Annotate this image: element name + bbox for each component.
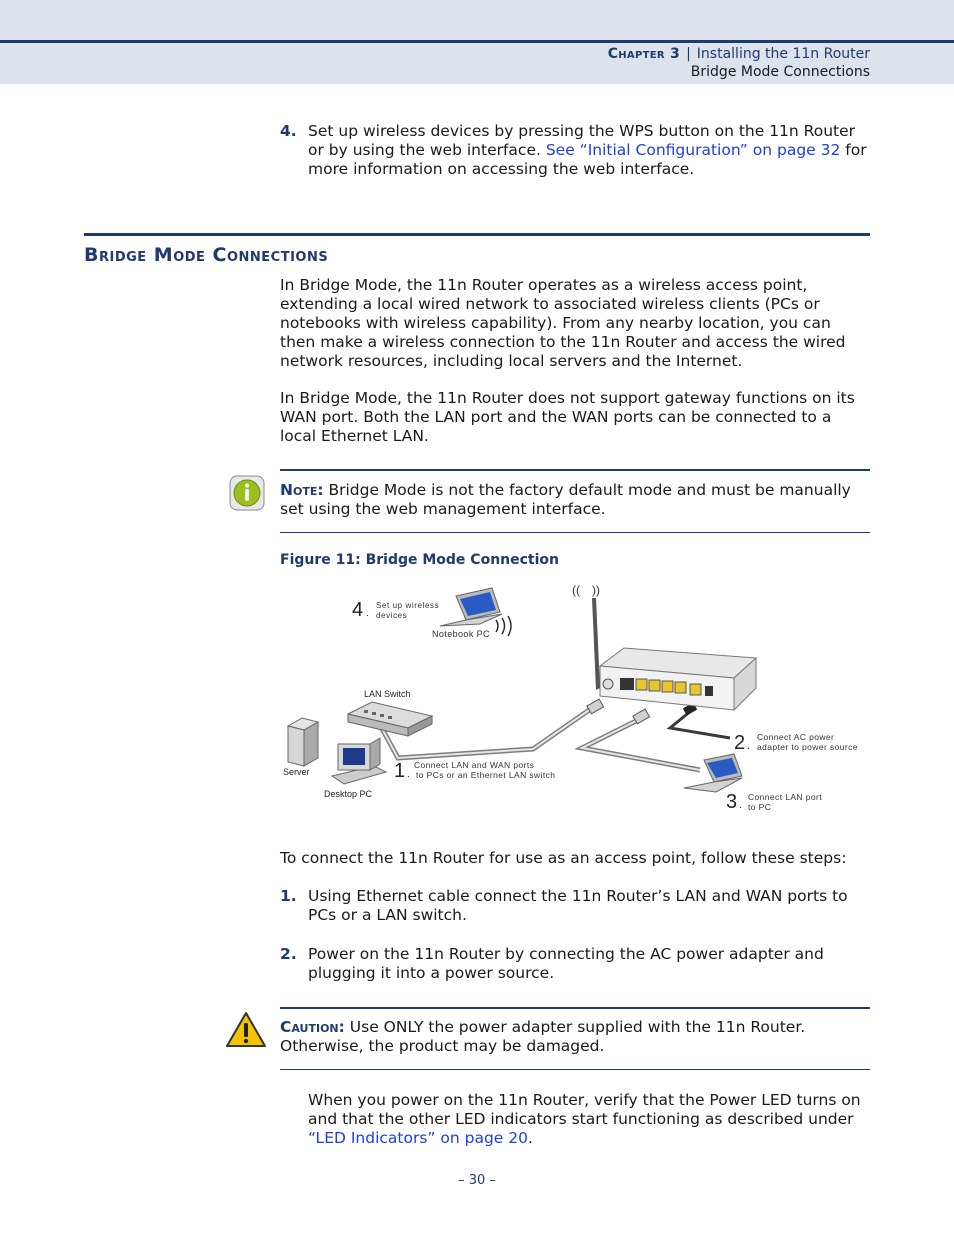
step-text (308, 122, 870, 179)
section-title: Bridge Mode Connections (84, 244, 329, 266)
laptop-pc (684, 754, 742, 792)
step-text: Power on the 11n Router by connecting the AC power adapter and plugging it into a power source. (308, 945, 824, 982)
section-rule (84, 233, 870, 236)
pc-cable (582, 718, 700, 770)
step-number: 2. (280, 945, 297, 963)
router (572, 583, 756, 710)
caution-label: Caution: (280, 1018, 345, 1036)
caution-text (280, 1018, 870, 1056)
paragraph-part: When you power on the 11n Router, verify that the Power LED turns on and that the other LED indicators start functioning as described under (308, 1091, 861, 1128)
caution-rule-top (280, 1007, 870, 1009)
svg-text:.: . (366, 608, 369, 619)
svg-text:)): )) (592, 583, 600, 597)
svg-text:((: (( (572, 583, 580, 597)
step-4-number: 4 (352, 599, 364, 621)
chapter-title: Installing the 11n Router (696, 46, 870, 62)
step-text: Using Ethernet cable connect the 11n Router’s LAN and WAN ports to PCs or a LAN switch. (308, 887, 848, 924)
note-rule-top (280, 469, 870, 471)
step-number: 1. (280, 887, 297, 905)
svg-text:.: . (739, 800, 742, 811)
notebook-label: Notebook PC (432, 629, 490, 639)
server-label: Server (283, 767, 310, 777)
step-2 (280, 945, 870, 983)
step-2-label: adapter to power source (757, 742, 858, 752)
caution-body: Use ONLY the power adapter supplied with the 11n Router. Otherwise, the product may be damaged. (280, 1018, 806, 1055)
figure-caption: Figure 11: Bridge Mode Connection (280, 552, 560, 568)
initial-configuration-link[interactable]: See “Initial Configuration” on page 32 (545, 141, 841, 159)
bridge-mode-diagram (280, 578, 880, 818)
page-number: – 30 – (458, 1173, 496, 1188)
running-header-chapter (608, 46, 870, 62)
step-4-label: Set up wireless (376, 601, 440, 610)
step-1-label: Connect LAN and WAN ports (414, 760, 535, 770)
paragraph-bridge-mode-wan: In Bridge Mode, the 11n Router does not support gateway functions on its WAN port. Both the LAN port and the WAN ports can be connected to a local Ethernet LAN. (280, 389, 855, 445)
step-4-label: devices (376, 611, 408, 620)
step-text-part: for more information on accessing the web interface. (308, 141, 867, 178)
header-rule (0, 40, 954, 43)
power-cable (670, 710, 730, 738)
desktop-pc (332, 738, 386, 784)
paragraph-part: . (527, 1129, 533, 1147)
server (288, 718, 318, 766)
desktop-label: Desktop PC (324, 789, 373, 799)
steps-intro: To connect the 11n Router for use as an access point, follow these steps: (280, 849, 847, 867)
step-1 (280, 887, 870, 925)
lan-switch (348, 702, 432, 736)
info-icon (229, 475, 265, 511)
warning-icon (224, 1010, 268, 1050)
svg-text:.: . (747, 741, 750, 752)
note-rule-bottom (280, 532, 870, 533)
step-2-label: Connect AC power (757, 732, 835, 742)
step-text-part: Set up wireless devices by pressing the WPS button on the 11n Router or by using the web interface. (308, 122, 856, 159)
header-separator: | (686, 46, 691, 62)
caution-rule-bottom (280, 1069, 870, 1070)
paragraph-bridge-mode-intro: In Bridge Mode, the 11n Router operates as a wireless access point, extending a local wired network to associated wireless clients (PCs or notebooks with wireless capability). From any nearby location, you can then make a wireless connection to the 11n Router and access the wired network resources, including local servers and the Internet. (280, 276, 846, 370)
note-label: Note: (280, 481, 324, 499)
step-1-number: 1 (394, 760, 406, 782)
step-2-number: 2 (734, 732, 746, 754)
led-indicators-link[interactable]: “LED Indicators” on page 20 (308, 1129, 528, 1147)
step-3-number: 3 (726, 791, 738, 813)
note-text (280, 481, 870, 519)
step-number: 4. (280, 122, 297, 140)
lan-switch-label: LAN Switch (364, 689, 411, 699)
running-header-section: Bridge Mode Connections (690, 64, 870, 80)
step-3-label: to PC (748, 802, 772, 812)
step-1-label: to PCs or an Ethernet LAN switch (416, 770, 556, 780)
step-4 (280, 122, 870, 179)
note-body: Bridge Mode is not the factory default mode and must be manually set using the web management interface. (280, 481, 851, 518)
svg-text:.: . (407, 769, 410, 780)
power-on-paragraph (308, 1091, 870, 1148)
step-3-label: Connect LAN port (748, 792, 822, 802)
chapter-label: Chapter 3 (607, 46, 681, 62)
pc-cable-inner (582, 718, 700, 770)
